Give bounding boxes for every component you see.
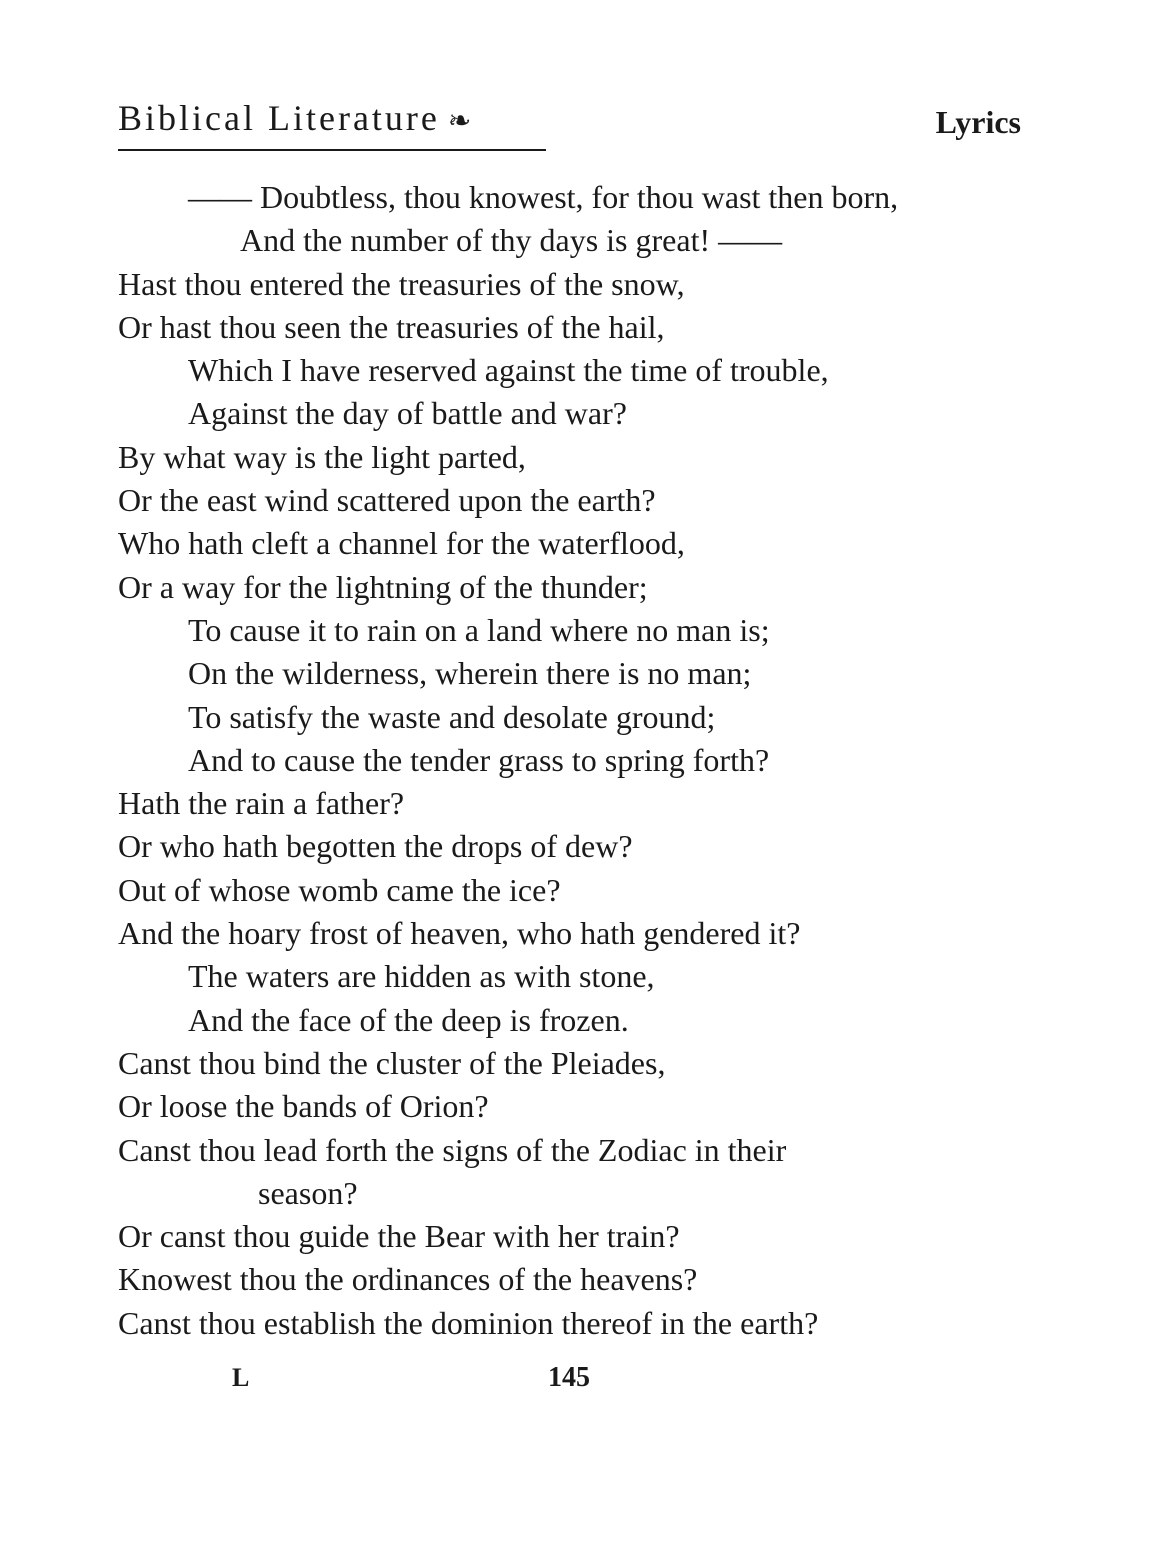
poem-line-11: To cause it to rain on a land where no man is; [188,611,770,648]
poem-line-9: Who hath cleft a channel for the waterflood, [118,525,685,562]
poem-line-13: To satisfy the waste and desolate ground; [188,698,716,735]
poem-line-3: Hast thou entered the treasuries of the snow, [118,265,685,302]
running-title [118,96,471,144]
poem-line-8: Or the east wind scattered upon the earth? [118,482,656,519]
poem-line-7: By what way is the light parted, [118,438,526,475]
poem-line-26: Knowest thou the ordinances of the heavens? [118,1261,698,1298]
ornament-icon: ❧ [447,106,472,137]
poem-line-2: And the number of thy days is great! —— [240,222,783,259]
poem-body [118,176,1028,1345]
poem-line-4: Or hast thou seen the treasuries of the hail, [118,308,665,345]
poem-line-12: On the wilderness, wherein there is no man; [188,655,752,692]
page-number: 145 [548,1362,590,1393]
poem-line-22: Or loose the bands of Orion? [118,1088,489,1125]
poem-line-1: —— Doubtless, thou knowest, for thou wast then born, [188,179,899,215]
poem-line-16: Or who hath begotten the drops of dew? [118,828,633,865]
poem-line-14: And to cause the tender grass to spring forth? [188,741,770,778]
running-title-text: Biblical Literature [118,98,440,138]
poem-line-23: Canst thou lead forth the signs of the Zodiac in their [118,1131,787,1168]
poem-line-21: Canst thou bind the cluster of the Pleiades, [118,1044,666,1081]
poem-line-17: Out of whose womb came the ice? [118,871,561,908]
poem-line-6: Against the day of battle and war? [188,395,627,432]
poem-line-24: season? [258,1174,358,1211]
poem-line-25: Or canst thou guide the Bear with her train? [118,1218,680,1255]
poem-line-15: Hath the rain a father? [118,785,405,822]
header-rule [118,149,546,151]
poem-line-5: Which I have reserved against the time of trouble, [188,352,829,389]
poem-line-19: The waters are hidden as with stone, [188,958,655,995]
poem-line-10: Or a way for the lightning of the thunder; [118,568,648,605]
section-title: Lyrics [935,104,1021,140]
poem-line-18: And the hoary frost of heaven, who hath gendered it? [118,915,801,952]
signature-mark: L [232,1363,250,1392]
poem-line-20: And the face of the deep is frozen. [188,1001,629,1038]
poem-line-27: Canst thou establish the dominion thereof in the earth? [118,1304,819,1341]
